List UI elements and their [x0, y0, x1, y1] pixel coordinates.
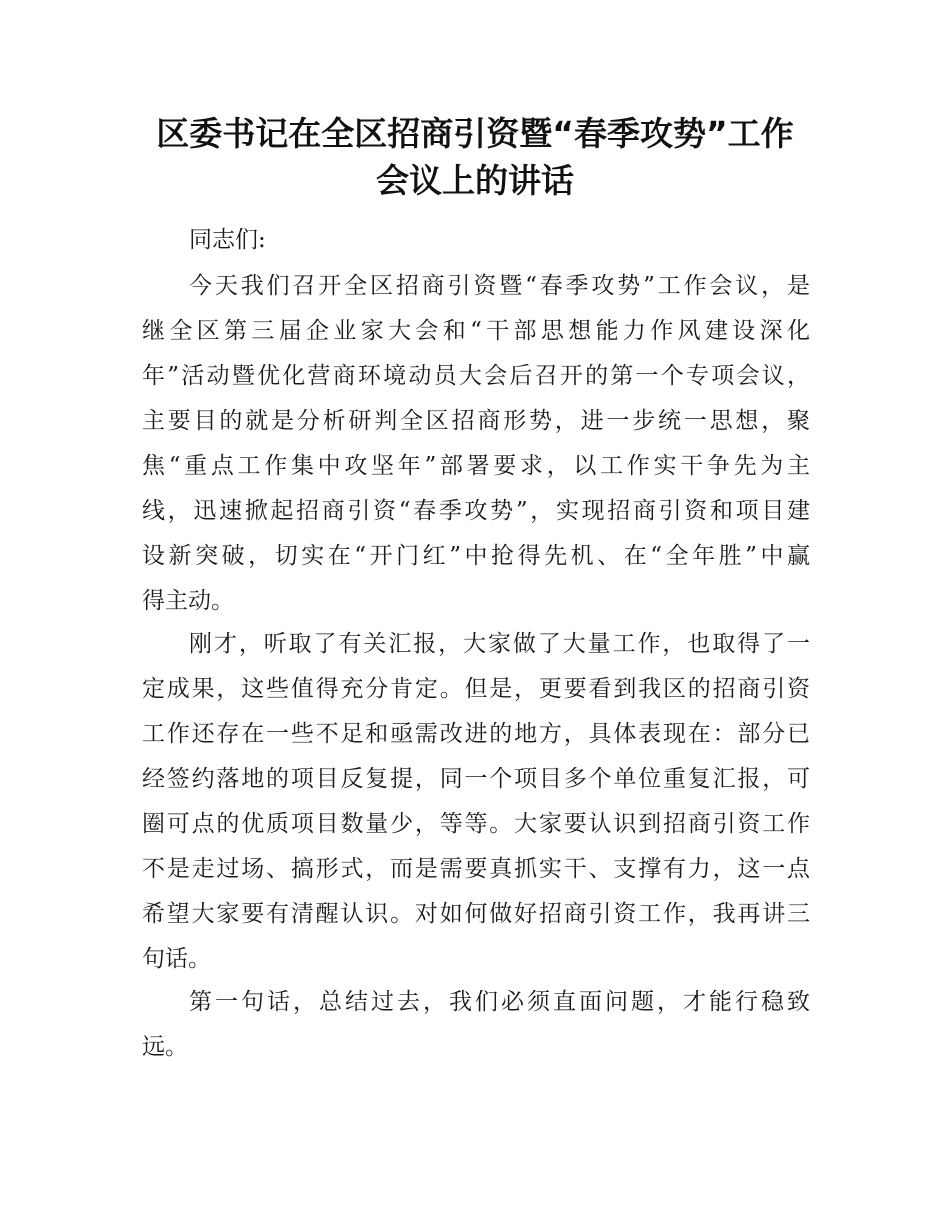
paragraph-1: [142, 264, 810, 624]
salutation: [142, 218, 810, 263]
paragraph-line: 希望大家要有清醒认识。对如何做好招商引资工作，我再讲三: [142, 901, 810, 927]
paragraph-line: 焦“重点工作集中攻坚年”部署要求，以工作实干争先为主: [142, 453, 810, 479]
paragraph-line: 第一句话，总结过去，我们必须直面问题，才能行稳致: [189, 989, 810, 1015]
paragraph-line: 今天我们召开全区招商引资暨“春季攻势”工作会议，是: [189, 273, 810, 299]
paragraph-line: 经签约落地的项目反复提，同一个项目多个单位重复汇报，可: [142, 766, 810, 792]
paragraph-line: 圈可点的优质项目数量少，等等。大家要认识到招商引资工作: [142, 811, 810, 837]
paragraph-line: 刚才，听取了有关汇报，大家做了大量工作，也取得了一: [189, 631, 810, 657]
paragraph-line: 得主动。: [142, 588, 234, 614]
document-title-line-2: 会议上的讲话: [376, 161, 574, 200]
paragraph-2: [142, 622, 810, 982]
paragraph-line: 年”活动暨优化营商环境动员大会后召开的第一个专项会议，: [142, 363, 810, 389]
paragraph-line: 远。: [142, 1034, 188, 1060]
salutation-text: 同志们:: [189, 227, 266, 253]
paragraph-line: 线，迅速掀起招商引资“春季攻势”，实现招商引资和项目建: [142, 498, 810, 524]
paragraph-line: 主要目的就是分析研判全区招商形势，进一步统一思想，聚: [142, 408, 810, 434]
paragraph-line: 不是走过场、搞形式，而是需要真抓实干、支撑有力，这一点: [142, 856, 810, 882]
paragraph-line: 继全区第三届企业家大会和“干部思想能力作风建设深化: [142, 318, 810, 344]
paragraph-line: 定成果，这些值得充分肯定。但是，更要看到我区的招商引资: [142, 676, 810, 702]
paragraph-line: 工作还存在一些不足和亟需改进的地方，具体表现在：部分已: [142, 721, 810, 747]
paragraph-3: [142, 980, 810, 1070]
document-title-line-1: 区委书记在全区招商引资暨“春季攻势”工作: [156, 114, 794, 153]
paragraph-line: 句话。: [142, 946, 211, 972]
paragraph-line: 设新突破，切实在“开门红”中抢得先机、在“全年胜”中赢: [142, 543, 810, 569]
